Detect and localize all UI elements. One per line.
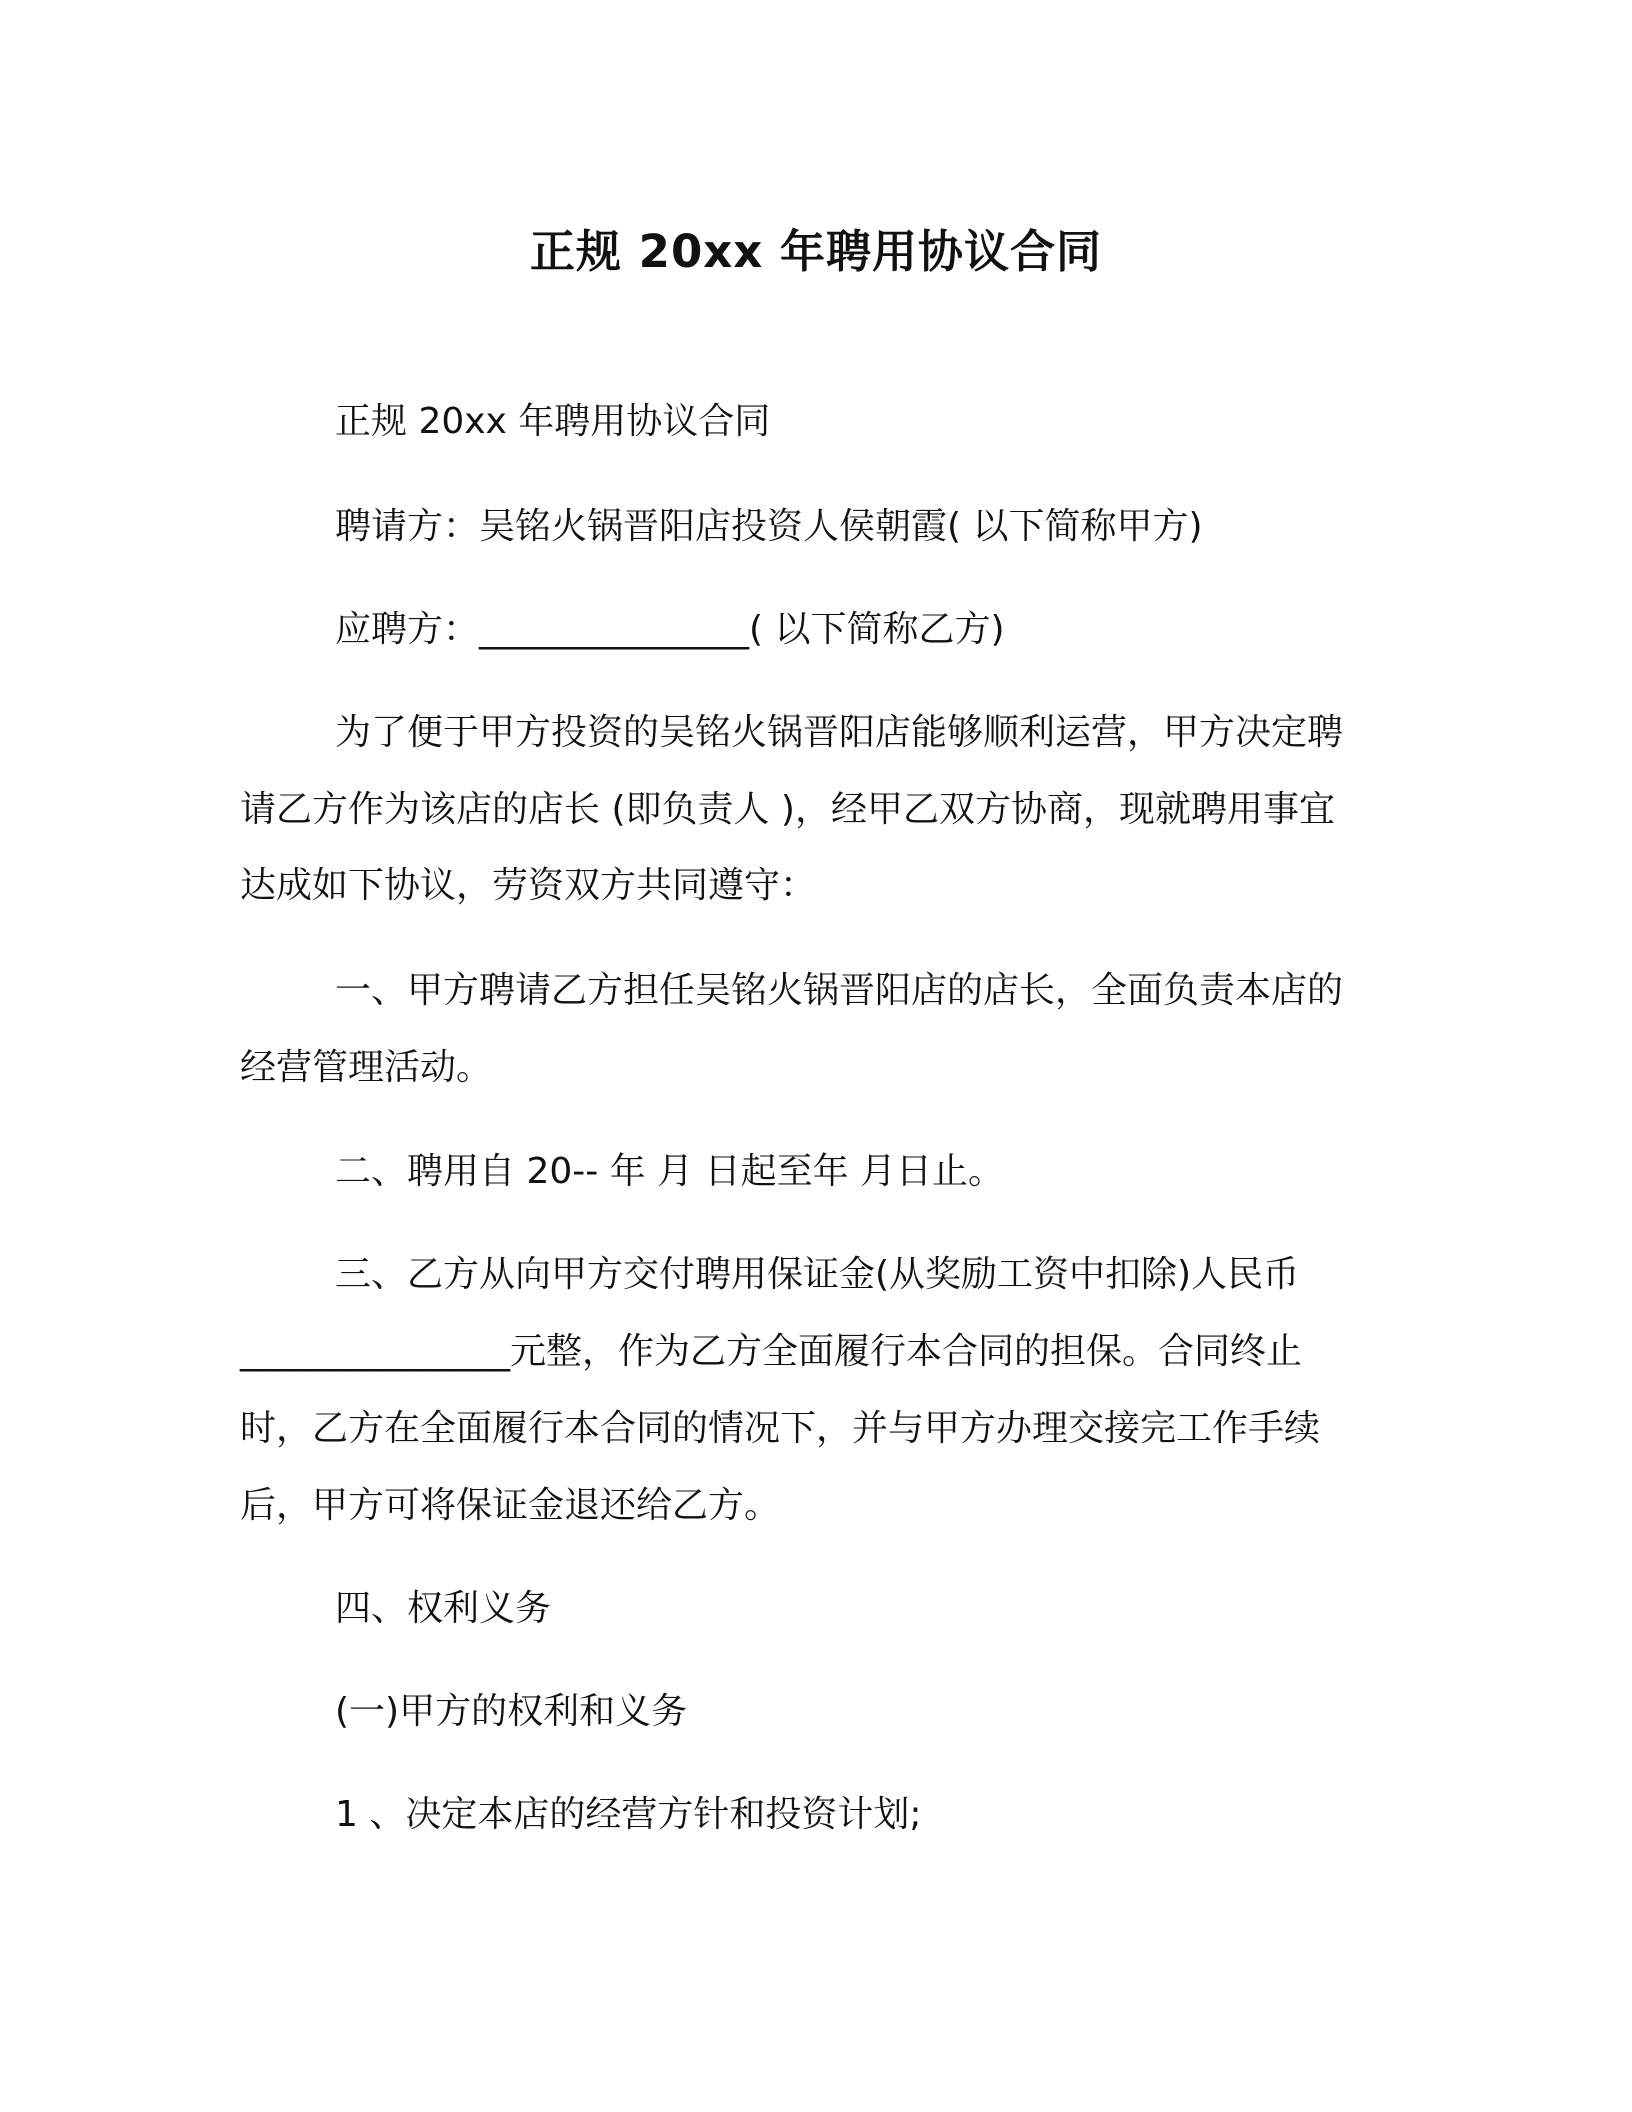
clause-1-line-2: 经营管理活动。 bbox=[240, 1047, 493, 1088]
clause-3-line-2: _______________元整，作为乙方全面履行本合同的担保。合同终止 bbox=[240, 1331, 1303, 1372]
preamble-line-2: 请乙方作为该店的店长 (即负责人 )，经甲乙双方协商，现就聘用事宜 bbox=[240, 789, 1335, 830]
list-item-1: 1 、决定本店的经营方针和投资计划; bbox=[335, 1794, 922, 1835]
clause-1-line-1: 一、甲方聘请乙方担任吴铭火锅晋阳店的店长，全面负责本店的 bbox=[335, 970, 1344, 1011]
clause-4-heading: 四、权利义务 bbox=[335, 1588, 552, 1629]
preamble-line-3: 达成如下协议，劳资双方共同遵守： bbox=[240, 865, 817, 906]
document-title: 正规 20xx 年聘用协议合同 bbox=[529, 225, 1102, 278]
clause-3-line-4: 后，甲方可将保证金退还给乙方。 bbox=[240, 1485, 781, 1526]
clause-3-line-1: 三、乙方从向甲方交付聘用保证金(从奖励工资中扣除)人民币 bbox=[335, 1254, 1300, 1295]
clause-2: 二、聘用自 20-- 年 月 日起至年 月日止。 bbox=[335, 1151, 1005, 1192]
employee-line: 应聘方：_______________( 以下简称乙方) bbox=[335, 609, 1005, 650]
contract-heading: 正规 20xx 年聘用协议合同 bbox=[335, 401, 771, 442]
employer-line: 聘请方：吴铭火锅晋阳店投资人侯朝霞( 以下简称甲方) bbox=[335, 506, 1203, 547]
preamble-line-1: 为了便于甲方投资的吴铭火锅晋阳店能够顺利运营，甲方决定聘 bbox=[335, 712, 1344, 753]
clause-3-line-3: 时，乙方在全面履行本合同的情况下，并与甲方办理交接完工作手续 bbox=[240, 1408, 1321, 1449]
subsection-heading: (一)甲方的权利和义务 bbox=[335, 1691, 688, 1732]
